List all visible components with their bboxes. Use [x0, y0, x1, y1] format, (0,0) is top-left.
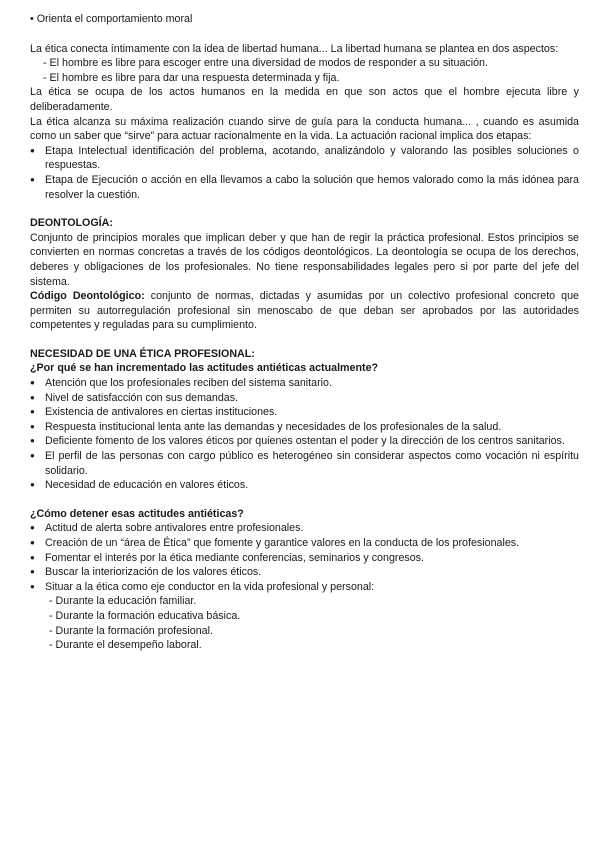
stages-list	[30, 144, 579, 202]
moment-item: - Durante la formación educativa básica.	[49, 609, 241, 622]
list-item: ● Necesidad de educación en valores éticos.	[30, 478, 579, 493]
libertad-paragraph-2: La ética se ocupa de los actos humanos en la medida en que son actos que el hombre ejecuta libre y deliberadamente.	[30, 86, 579, 113]
moment-item: - Durante la formación profesional.	[49, 624, 213, 637]
intro-bullet: • Orienta el comportamiento moral	[30, 13, 193, 25]
list-item: ● Nivel de satisfacción con sus demandas.	[30, 391, 579, 406]
deontologia-heading: DEONTOLOGÍA:	[30, 217, 113, 230]
actions-list	[30, 521, 579, 594]
list-item: ● Fomentar el interés por la ética mediante conferencias, seminarios y congresos.	[30, 551, 579, 566]
necesidad-section	[30, 347, 579, 493]
detener-section	[30, 507, 579, 653]
moment-item: - Durante la educación familiar.	[49, 595, 197, 608]
libertad-paragraph-3: La ética alcanza su máxima realización cuando sirve de guía para la conducta humana... , cuando es asumida como un saber que “sirve” para actuar racionalmente en la vida. La actuación racional implica dos etapas:	[30, 115, 579, 143]
reasons-list	[30, 376, 579, 493]
libertad-section	[30, 42, 579, 203]
list-item: ● Atención que los profesionales reciben del sistema sanitario.	[30, 376, 579, 391]
codigo-paragraph	[30, 289, 579, 333]
list-item: ● Etapa de Ejecución o acción en ella llevamos a cabo la solución que hemos valorado como la más idónea para resolver la cuestión.	[30, 173, 579, 202]
list-item: ● Creación de un “área de Ética” que fomente y garantice valores en la conducta de los profesionales.	[30, 536, 579, 551]
list-item: ● El perfil de las personas con cargo público es heterogéneo sin considerar aspectos como vocación ni espíritu solidario.	[30, 449, 579, 478]
moments-list	[49, 594, 579, 652]
list-item: ● Situar a la ética como eje conductor en la vida profesional y personal:	[30, 580, 579, 595]
deontologia-paragraph: Conjunto de principios morales que implican deber y que han de regir la práctica profesional. Estos principios se convierten en normas concretas a través de los códigos deontológicos. La deontología se ocupa de los derechos, deberes y obligaciones de los profesionales. No tiene responsabilidades legales pero si por parte del jefe del sistema.	[30, 231, 579, 288]
libertad-paragraph-1: La ética conecta íntimamente con la idea de libertad humana... La libertad humana se plantea en dos aspectos:	[30, 42, 559, 55]
necesidad-question: ¿Por qué se han incrementado las actitudes antiéticas actualmente?	[30, 362, 379, 375]
document-page	[30, 12, 579, 653]
codigo-text: conjunto de normas, dictadas y asumidas por un colectivo profesional concreto que permiten su autorregulación profesional sin menoscabo de que deban ser aprobados por las autoridades competentes y reguladas para su cumplimiento.	[30, 290, 579, 332]
list-item: ● Buscar la interiorización de los valores éticos.	[30, 565, 579, 580]
list-item: ● Existencia de antivalores en ciertas instituciones.	[30, 405, 579, 420]
libertad-aspect: - El hombre es libre para dar una respuesta determinada y fija.	[43, 71, 340, 84]
list-item: ● Etapa Intelectual identificación del problema, acotando, analizándolo y valorando las posibles soluciones o respuestas.	[30, 144, 579, 173]
list-item: ● Deficiente fomento de los valores éticos por quienes ostentan el poder y la dirección de los centros sanitarios.	[30, 434, 579, 449]
detener-question: ¿Cómo detener esas actitudes antiéticas?	[30, 507, 244, 520]
moment-item: - Durante el desempeño laboral.	[49, 639, 202, 652]
libertad-aspect: - El hombre es libre para escoger entre una diversidad de modos de responder a su situación.	[43, 57, 488, 70]
deontologia-section	[30, 216, 579, 333]
codigo-term: Código Deontológico:	[30, 290, 145, 303]
list-item: ● Respuesta institucional lenta ante las demandas y necesidades de los profesionales de la salud.	[30, 420, 579, 435]
necesidad-heading: NECESIDAD DE UNA ÉTICA PROFESIONAL:	[30, 347, 255, 360]
list-item: ● Actitud de alerta sobre antivalores entre profesionales.	[30, 521, 579, 536]
